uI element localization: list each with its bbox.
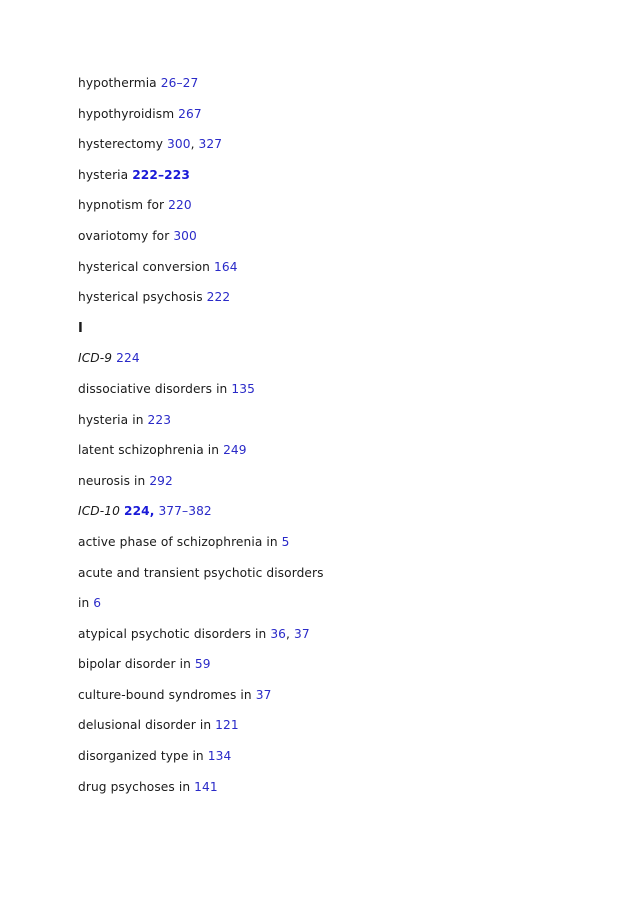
index-term: dissociative disorders in [78, 381, 228, 396]
index-term: ICD-10 [78, 504, 120, 519]
page-reference-link[interactable]: 224 [116, 351, 140, 366]
page-reference-link[interactable]: 300 [173, 228, 197, 243]
index-term: hypothermia [78, 76, 157, 90]
index-entry [78, 564, 598, 595]
index-entry [78, 594, 598, 625]
index-term: hysterical conversion [78, 259, 211, 274]
index-entry [78, 747, 598, 778]
index-term: hypothyroidism [78, 106, 175, 121]
page-reference-link[interactable]: 292 [149, 473, 173, 488]
index-entry [78, 778, 598, 809]
index-entry [78, 472, 598, 503]
page-reference-link[interactable]: 222 [206, 290, 231, 305]
index-term: disorganized type in [78, 749, 204, 764]
page-reference-link[interactable]: 37 [294, 626, 310, 641]
page-reference-link[interactable]: 141 [194, 779, 218, 794]
index-term: ovariotomy for [78, 228, 170, 243]
index-term: acute and transient psychotic disorders [78, 565, 324, 580]
index-term: in [78, 596, 90, 611]
index-entry [78, 716, 598, 747]
index-term: drug psychoses in [78, 779, 191, 794]
page-reference-link[interactable]: 26–27 [160, 76, 199, 90]
page-reference-link[interactable]: 222–223 [132, 167, 190, 182]
index-term: hysteria in [78, 412, 144, 427]
page-reference-link[interactable]: 5 [281, 534, 290, 549]
index-entry [78, 227, 598, 258]
page-reference-link[interactable]: 267 [178, 106, 202, 121]
index-term: atypical psychotic disorders in [78, 626, 267, 641]
page-reference-link[interactable]: 220 [168, 198, 192, 213]
index-entry [78, 411, 598, 442]
page-reference-link[interactable]: 249 [223, 443, 247, 458]
index-entry [78, 655, 598, 686]
page-reference-link[interactable]: 135 [231, 381, 255, 396]
page-reference-link[interactable]: 327 [198, 137, 223, 152]
index-term: latent schizophrenia in [78, 443, 220, 458]
index-entry [78, 349, 598, 380]
index-entry [78, 502, 598, 533]
page-reference-link[interactable]: 134 [207, 749, 232, 764]
index-entry [78, 105, 598, 136]
index-term: delusional disorder in [78, 718, 212, 733]
index-list [78, 74, 598, 808]
index-term: hysterical psychosis [78, 290, 203, 305]
page-reference-link[interactable]: 223 [147, 412, 172, 427]
index-entry [78, 196, 598, 227]
index-entry [78, 74, 598, 105]
index-entry [78, 441, 598, 472]
index-term: neurosis in [78, 473, 146, 488]
index-entry [78, 258, 598, 289]
page-reference-link[interactable]: 224, [123, 504, 155, 519]
index-entry: hysterectomy 300, 327 [78, 137, 223, 152]
index-term: bipolar disorder in [78, 657, 191, 672]
page-reference-link[interactable]: 37 [255, 687, 272, 702]
page-reference-link[interactable]: 377–382 [158, 504, 212, 519]
index-term: hysterectomy [78, 137, 164, 152]
index-letter-heading [78, 319, 598, 350]
index-entry: atypical psychotic disorders in 36, 37 [78, 626, 310, 641]
index-entry [78, 288, 598, 319]
page-reference-link[interactable]: 59 [194, 657, 211, 672]
index-entry [78, 380, 598, 411]
index-term: hysteria [78, 167, 129, 182]
index-term: active phase of schizophrenia in [78, 534, 278, 549]
index-entry [78, 686, 598, 717]
page-reference-link[interactable]: 6 [93, 596, 102, 611]
page-reference-link[interactable]: 36 [270, 626, 287, 641]
index-term: ICD-9 [78, 351, 113, 366]
index-term: hypnotism for [78, 198, 165, 213]
page-reference-link[interactable]: 164 [214, 259, 238, 274]
page-reference-link[interactable]: 300 [167, 137, 191, 152]
page-reference-link[interactable]: 121 [215, 718, 239, 733]
index-term: culture-bound syndromes in [78, 687, 252, 702]
index-entry [78, 533, 598, 564]
heading-letter: I [78, 320, 83, 336]
index-entry [78, 166, 598, 197]
